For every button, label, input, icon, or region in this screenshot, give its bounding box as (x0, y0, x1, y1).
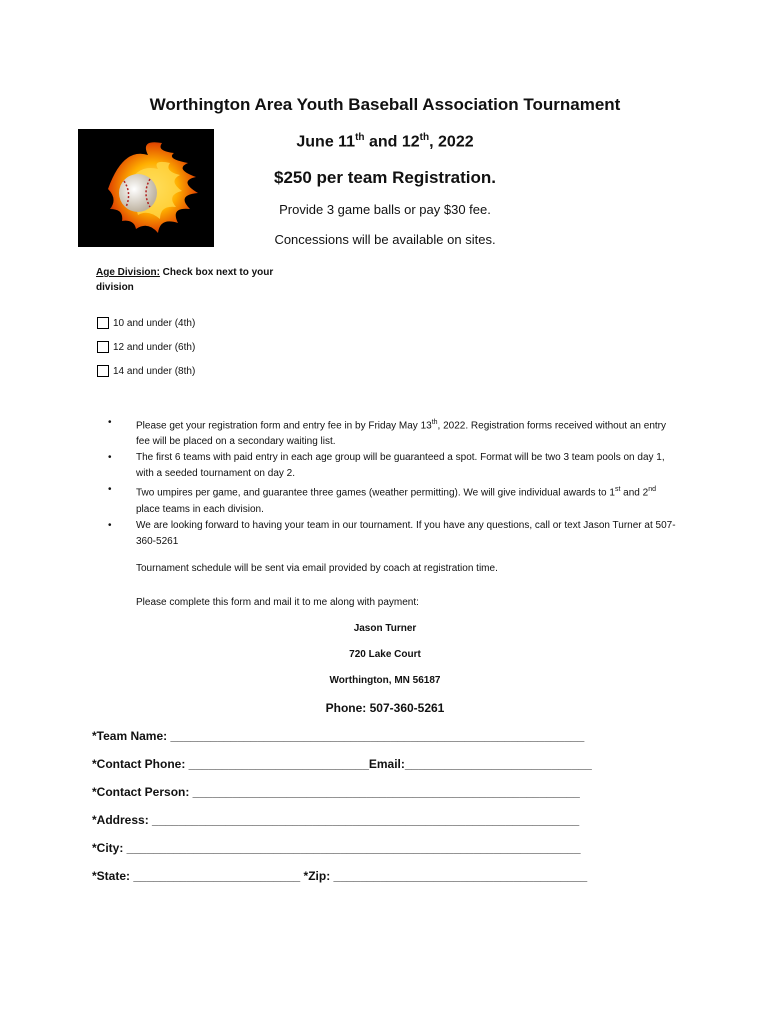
checkbox[interactable] (97, 341, 109, 353)
checkbox[interactable] (97, 317, 109, 329)
age-option-14u[interactable]: 14 and under (8th) (97, 365, 195, 377)
city-field[interactable]: *City: ____________________________________________________________________ (92, 841, 581, 855)
tournament-dates: June 11th and 12th, 2022 (296, 132, 474, 151)
address-field[interactable]: *Address: ________________________________________________________________ (92, 813, 580, 827)
list-item: • Please get your registration form and entry fee in by Friday May 13th, 2022. Registration forms received without an entry fee will be placed on a secondary waiting list. (108, 417, 666, 448)
info-bullets (108, 415, 678, 550)
contact-phone-email-field[interactable]: *Contact Phone: ___________________________Email:____________________________ (92, 757, 592, 771)
mailing-name: Jason Turner (353, 623, 417, 634)
age-option-10u[interactable]: 10 and under (4th) (97, 317, 195, 329)
age-option-12u[interactable]: 12 and under (6th) (97, 341, 195, 353)
list-item: • The first 6 teams with paid entry in each age group will be guaranteed a spot. Format will be two 3 team pools on day 1, with a seeded tournament on day 2. (108, 452, 665, 480)
list-item: • Two umpires per game, and guarantee three games (weather permitting). We will give individual awards to 1st and 2nd place teams in each division. (108, 484, 657, 515)
mailing-phone: Phone: 507-360-5261 (325, 701, 445, 715)
page-title: Worthington Area Youth Baseball Association Tournament (149, 95, 621, 114)
mailing-street: 720 Lake Court (349, 649, 421, 660)
schedule-note: Tournament schedule will be sent via email provided by coach at registration time. (136, 563, 498, 574)
list-item: • We are looking forward to having your team in our tournament. If you have any questions, call or text Jason Turner at 507-360-5261 (108, 519, 676, 547)
registration-fee: $250 per team Registration. (273, 168, 497, 187)
contact-person-field[interactable]: *Contact Person: __________________________________________________________ (92, 785, 580, 799)
state-zip-field[interactable]: *State: _________________________ *Zip: ______________________________________ (92, 869, 588, 883)
mailing-city: Worthington, MN 56187 (329, 675, 441, 686)
age-division-label: Age Division: Check box next to your division (96, 267, 274, 293)
checkbox[interactable] (97, 365, 109, 377)
mail-note: Please complete this form and mail it to me along with payment: (136, 597, 419, 608)
concessions-note: Concessions will be available on sites. (274, 232, 496, 247)
team-name-field[interactable]: *Team Name: ______________________________________________________________ (92, 729, 585, 743)
game-balls-note: Provide 3 game balls or pay $30 fee. (279, 202, 491, 217)
